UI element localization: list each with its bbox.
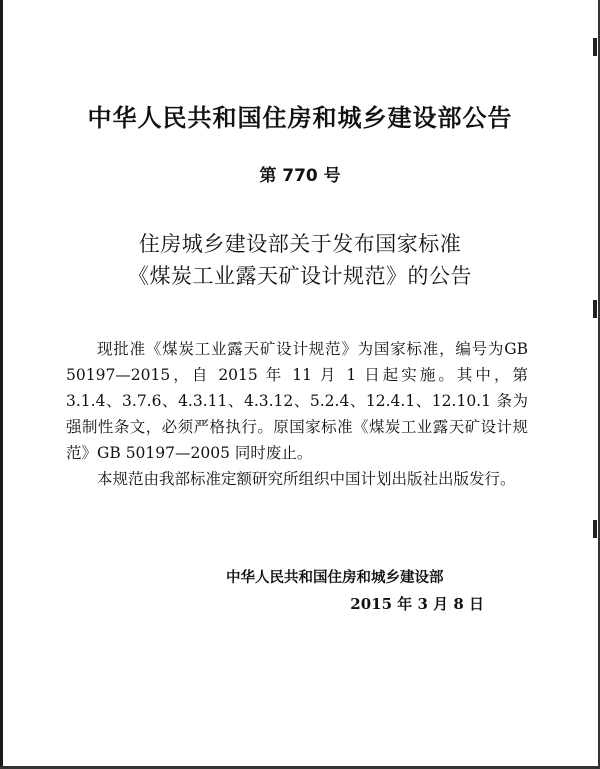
announcement-number: 第 770 号 — [259, 166, 341, 186]
scan-edge-mark — [593, 300, 597, 318]
title-line-2: 《煤炭工业露天矿设计规范》的公告 — [128, 264, 472, 288]
issue-date: 2015 年 3 月 8 日 — [350, 595, 484, 613]
scan-edge-mark — [593, 520, 597, 538]
issuer-signature: 中华人民共和国住房和城乡建设部 — [226, 570, 444, 586]
announcement-title — [0, 228, 600, 292]
title-line-1: 住房城乡建设部关于发布国家标准 — [138, 232, 462, 256]
announcement-body — [66, 336, 528, 492]
body-paragraph-1: 现批准《煤炭工业露天矿设计规范》为国家标准，编号为GB 50197—2015，自 2015 年 11 月 1 日起实施。其中，第 3.1.4、3.7.6、4.3.11、4.3.12、5.2.4、12.4.1、12.10.1 条为强制性条文，必须严格执行。原国家标准《煤炭工业露天矿设计规范》GB 50197—2005 同时废止。 — [66, 340, 528, 462]
scan-edge-mark — [593, 38, 597, 56]
body-paragraph-2: 本规范由我部标准定额研究所组织中国计划出版社出版发行。 — [97, 470, 516, 488]
announcement-heading: 中华人民共和国住房和城乡建设部公告 — [87, 104, 513, 132]
